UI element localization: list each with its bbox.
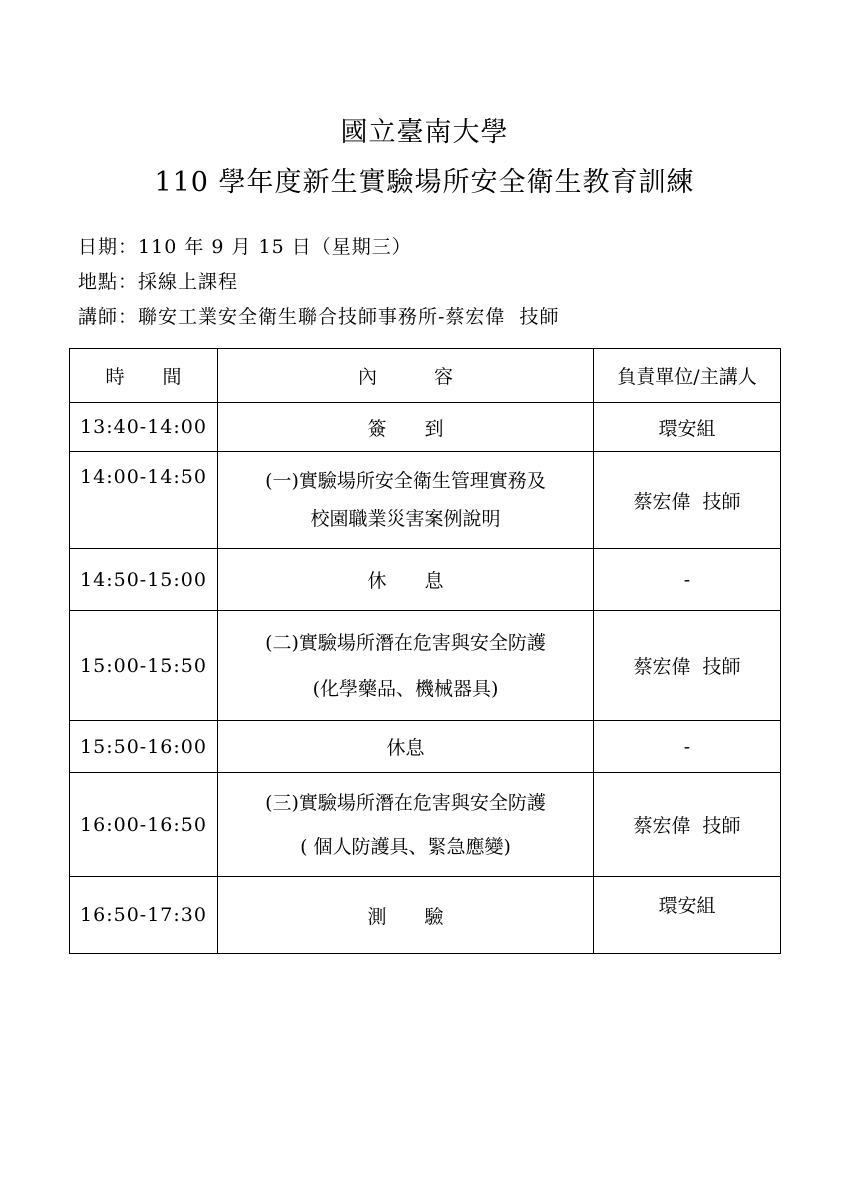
table-row <box>70 773 781 877</box>
header-owner: 負責單位/主講人 <box>594 349 781 403</box>
lecturer-line <box>78 302 560 329</box>
row-content: 休 息 <box>218 549 594 611</box>
row-owner: 蔡宏偉 技師 <box>594 452 781 549</box>
location-line <box>78 267 238 294</box>
row-owner: 蔡宏偉 技師 <box>594 611 781 721</box>
table-row <box>70 877 781 954</box>
lecturer-value: 聯安工業安全衛生聯合技師事務所-蔡宏偉 技師 <box>138 306 560 328</box>
date-value: 110 年 9 月 15 日（星期三） <box>138 236 412 258</box>
date-label: 日期： <box>78 236 139 258</box>
row-content: 簽 到 <box>218 403 594 452</box>
table-row <box>70 452 781 549</box>
header-content: 內 容 <box>218 349 594 403</box>
row-content <box>218 452 594 549</box>
date-line <box>78 232 412 259</box>
row-time: 15:00-15:50 <box>70 611 218 721</box>
row-content: 休息 <box>218 721 594 773</box>
row-owner: 環安組 <box>594 403 781 452</box>
row-time: 13:40-14:00 <box>70 403 218 452</box>
table-header-row <box>70 349 781 403</box>
row-content-line: (一)實驗場所安全衛生管理實務及 <box>265 470 546 492</box>
row-owner: - <box>594 721 781 773</box>
row-content-line: (二)實驗場所潛在危害與安全防護 <box>265 631 546 654</box>
row-owner: 環安組 <box>594 877 781 954</box>
row-content-line: 校園職業災害案例說明 <box>310 508 501 530</box>
table-row <box>70 611 781 721</box>
row-time: 16:00-16:50 <box>70 773 218 877</box>
page-title: 國立臺南大學 <box>340 117 509 148</box>
header-time: 時 間 <box>70 349 218 403</box>
row-content: 測 驗 <box>218 877 594 954</box>
row-content-line: (三)實驗場所潛在危害與安全防護 <box>265 791 546 814</box>
row-time: 14:50-15:00 <box>70 549 218 611</box>
table-row <box>70 549 781 611</box>
row-time: 14:00-14:50 <box>70 452 218 549</box>
schedule-table <box>69 348 781 954</box>
table-row <box>70 403 781 452</box>
row-time: 15:50-16:00 <box>70 721 218 773</box>
row-content-line: ( 個人防護具、緊急應變) <box>300 835 511 858</box>
page-subtitle: 110 學年度新生實驗場所安全衛生教育訓練 <box>154 167 695 198</box>
row-content <box>218 773 594 877</box>
row-owner: 蔡宏偉 技師 <box>594 773 781 877</box>
location-value: 採線上課程 <box>138 271 239 293</box>
row-time: 16:50-17:30 <box>70 877 218 954</box>
lecturer-label: 講師： <box>78 306 139 328</box>
row-content-line: (化學藥品、機械器具) <box>312 677 499 700</box>
row-content <box>218 611 594 721</box>
row-owner: - <box>594 549 781 611</box>
location-label: 地點： <box>78 271 139 293</box>
table-row <box>70 721 781 773</box>
